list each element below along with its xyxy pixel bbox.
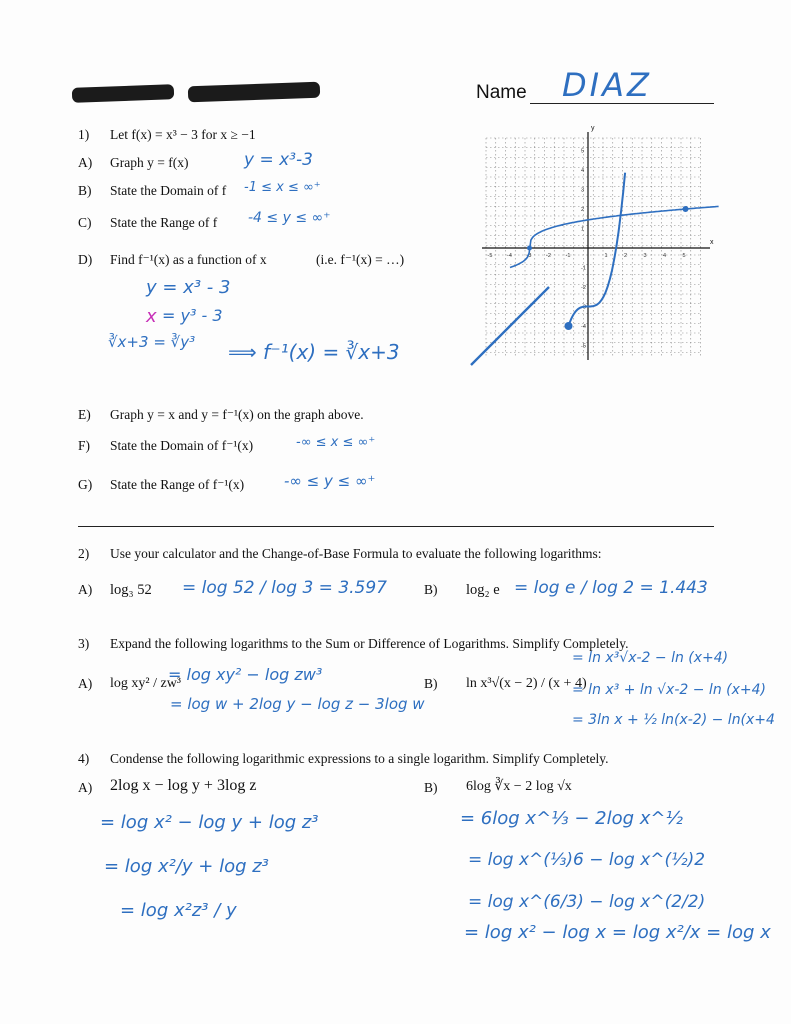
x-tick-label: 4 bbox=[663, 253, 667, 259]
q1d-work-line2-rest: = y³ - 3 bbox=[162, 306, 223, 325]
q4b-work-line2: = log x^(⅓)6 − log x^(½)2 bbox=[468, 850, 706, 870]
q1g-answer: -∞ ≤ y ≤ ∞⁺ bbox=[284, 472, 376, 490]
q1d-work-line1: y = x³ - 3 bbox=[146, 277, 231, 298]
q2a-text: log₃ 52 bbox=[110, 582, 152, 598]
q4a-work-line2: = log x²/y + log z³ bbox=[104, 856, 269, 877]
q4b-text: 6log ∛x − 2 log √x bbox=[466, 779, 572, 794]
y-tick-label: 5 bbox=[581, 148, 585, 155]
q3b-text: ln x³√(x − 2) / (x + 4) bbox=[466, 676, 587, 691]
q4b-label: B) bbox=[424, 780, 438, 795]
q2b-label: B) bbox=[424, 582, 438, 597]
x-tick-label: 2 bbox=[624, 253, 628, 259]
q1b-answer: -1 ≤ x ≤ ∞⁺ bbox=[244, 180, 321, 195]
q1-stem: Let f(x) = x³ − 3 for x ≥ −1 bbox=[110, 127, 256, 142]
q1-number: 1) bbox=[78, 127, 90, 142]
q1d-work-line2-x: x bbox=[146, 306, 157, 327]
q1d-label: D) bbox=[78, 252, 93, 267]
q1a-label: A) bbox=[78, 155, 93, 170]
x-tick-label: -4 bbox=[507, 253, 512, 259]
graph-curves bbox=[471, 173, 719, 365]
x-tick-label: 3 bbox=[643, 253, 647, 259]
y-tick-label: 3 bbox=[581, 187, 585, 194]
x-axis-label: x bbox=[710, 239, 714, 246]
q3-stem: Expand the following logarithms to the Sum or Difference of Logarithms. Simplify Completely. bbox=[110, 636, 629, 651]
intercept-dot bbox=[527, 246, 532, 251]
identity-line bbox=[471, 287, 549, 365]
y-axis-label: y bbox=[591, 125, 595, 132]
q1d-work-line4: ⟹ f⁻¹(x) = ∛x+3 bbox=[228, 340, 400, 364]
redacted-teacher-info bbox=[188, 82, 320, 103]
x-tick-label: -1 bbox=[565, 253, 571, 259]
q4a-label: A) bbox=[78, 780, 93, 795]
q1f-text: State the Domain of f⁻¹(x) bbox=[110, 438, 254, 453]
q1a-answer: y = x³-3 bbox=[244, 150, 313, 170]
q1b-text: State the Domain of f bbox=[110, 183, 227, 198]
q3a-work-line1: = log xy² − log zw³ bbox=[168, 665, 323, 684]
q1d-text: Find f⁻¹(x) as a function of x bbox=[110, 252, 267, 267]
q1e-text: Graph y = x and y = f⁻¹(x) on the graph above. bbox=[110, 407, 364, 422]
q1f-answer: -∞ ≤ x ≤ ∞⁺ bbox=[296, 435, 376, 450]
y-tick-label: 4 bbox=[581, 168, 585, 174]
q3a-work-line2: = log w + 2log y − log z − 3log w bbox=[170, 695, 425, 713]
f-endpoint-dot bbox=[565, 322, 573, 330]
q3b-work-line3: = 3ln x + ½ ln(x-2) − ln(x+4 bbox=[572, 712, 775, 728]
y-tick-label: 2 bbox=[581, 207, 585, 213]
y-tick-label: 1 bbox=[581, 226, 585, 233]
f-inverse-point-dot bbox=[683, 206, 689, 212]
q4b-work-line1: = 6log x^⅓ − 2log x^½ bbox=[460, 808, 683, 829]
q2-number: 2) bbox=[78, 546, 90, 561]
q4b-work-line3: = log x^(6/3) − log x^(2/2) bbox=[468, 892, 706, 912]
q2a-label: A) bbox=[78, 582, 93, 597]
graph-axes bbox=[482, 125, 714, 360]
y-tick-label: -5 bbox=[581, 343, 586, 350]
q4b-work-line4: = log x² − log x = log x²/x = log x bbox=[464, 922, 771, 943]
graph-grid bbox=[486, 138, 702, 356]
y-tick-label: -4 bbox=[581, 324, 586, 330]
q1d-work-line3: ∛x+3 = ∛y³ bbox=[108, 333, 196, 351]
student-name: DIAZ bbox=[562, 66, 652, 104]
q1b-label: B) bbox=[78, 183, 92, 198]
q4a-work-line1: = log x² − log y + log z³ bbox=[100, 812, 319, 833]
x-tick-label: -3 bbox=[526, 253, 532, 259]
f-curve bbox=[569, 173, 626, 326]
q3a-label: A) bbox=[78, 676, 93, 691]
y-tick-label: -3 bbox=[581, 304, 586, 311]
coordinate-graph bbox=[468, 120, 726, 370]
q3a-text: log xy² / zw³ bbox=[110, 676, 181, 691]
redacted-course-info bbox=[72, 84, 174, 103]
q4-number: 4) bbox=[78, 751, 90, 766]
q1g-text: State the Range of f⁻¹(x) bbox=[110, 477, 245, 492]
q1c-text: State the Range of f bbox=[110, 215, 218, 230]
q1a-text: Graph y = f(x) bbox=[110, 155, 189, 170]
q2a-answer: = log 52 / log 3 = 3.597 bbox=[182, 578, 387, 598]
q2b-answer: = log e / log 2 = 1.443 bbox=[514, 578, 708, 598]
q2b-text: log₂ e bbox=[466, 582, 500, 598]
q1f-label: F) bbox=[78, 438, 91, 453]
q1e-label: E) bbox=[78, 407, 91, 422]
x-tick-label: -2 bbox=[546, 253, 551, 259]
y-tick-label: -1 bbox=[581, 265, 586, 272]
section-divider bbox=[78, 526, 714, 527]
q2-stem: Use your calculator and the Change-of-Base Formula to evaluate the following logarithms: bbox=[110, 546, 602, 561]
x-tick-label: 1 bbox=[604, 253, 608, 259]
y-tick-label: -2 bbox=[581, 285, 586, 291]
q4a-work-line3: = log x²z³ / y bbox=[120, 900, 237, 921]
q3b-work-line2: = ln x³ + ln √x-2 − ln (x+4) bbox=[572, 682, 766, 698]
q3b-label: B) bbox=[424, 676, 438, 691]
x-tick-label: 5 bbox=[682, 253, 686, 259]
q1d-hint: (i.e. f⁻¹(x) = …) bbox=[316, 252, 405, 267]
q4a-text: 2log x − log y + 3log z bbox=[110, 777, 257, 794]
q1g-label: G) bbox=[78, 477, 93, 492]
q1c-answer: -4 ≤ y ≤ ∞⁺ bbox=[248, 210, 331, 226]
q3-number: 3) bbox=[78, 636, 90, 651]
q1c-label: C) bbox=[78, 215, 92, 230]
x-tick-label: -5 bbox=[487, 253, 493, 259]
q3b-work-line1: = ln x³√x-2 − ln (x+4) bbox=[572, 650, 729, 666]
q4-stem: Condense the following logarithmic expressions to a single logarithm. Simplify Completely. bbox=[110, 751, 609, 766]
name-label: Name bbox=[476, 82, 527, 103]
